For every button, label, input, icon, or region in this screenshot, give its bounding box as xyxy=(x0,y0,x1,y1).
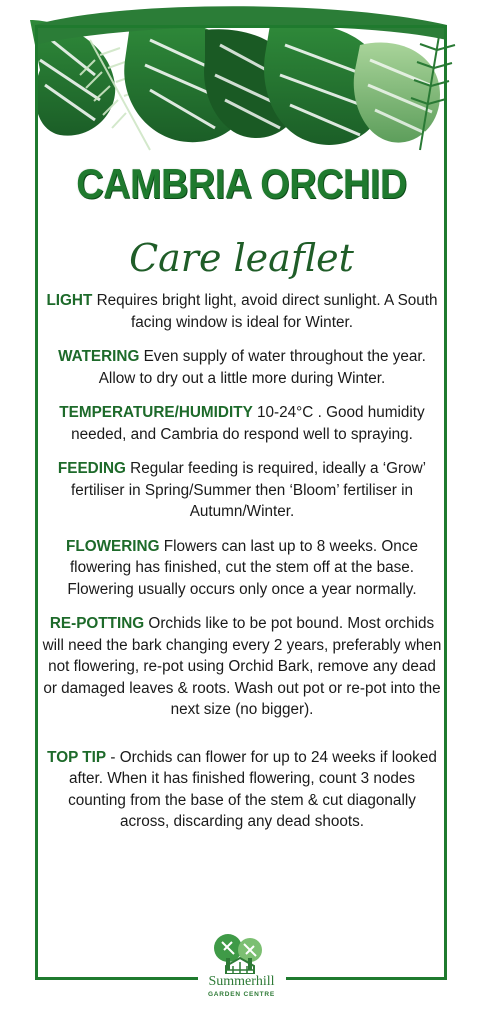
care-instructions xyxy=(42,290,442,846)
page-subtitle: Care leaflet xyxy=(129,236,354,280)
section-feeding xyxy=(42,458,442,523)
section-text: 10-24°C . Good humidity needed, and Cambria do respond well to spraying. xyxy=(71,404,425,443)
section-text: Regular feeding is required, ideally a ‘Grow’ fertiliser in Spring/Summer then ‘Bloom’ fertiliser in Autumn/Winter. xyxy=(70,460,427,520)
section-heading: RE-POTTING xyxy=(49,615,145,632)
section-text: Even supply of water throughout the year. Allow to dry out a little more during Winter. xyxy=(98,348,426,387)
section-flowering xyxy=(42,536,442,601)
section-heading: FEEDING xyxy=(57,460,126,477)
section-watering xyxy=(42,346,442,389)
section-heading: TOP TIP xyxy=(47,748,107,766)
brand-name: Summerhill xyxy=(208,974,275,989)
section-heading: FLOWERING xyxy=(66,537,160,555)
section-text: Requires bright light, avoid direct sunlight. A South facing window is ideal for Winter. xyxy=(92,292,438,331)
section-heading: LIGHT xyxy=(46,292,93,309)
section-temperature-humidity xyxy=(42,402,442,445)
section-heading: TEMPERATURE/HUMIDITY xyxy=(59,404,253,421)
section-text: Orchids like to be pot bound. Most orchids will need the bark changing every 2 years, preferably when not flowering, re-pot using Orchid Bark, remove any dead or damaged leaves & roots. Wash out pot or re-pot into the next size (no bigger). xyxy=(42,615,442,718)
page-title: CAMBRIA ORCHID xyxy=(76,160,407,207)
section-light xyxy=(42,290,442,333)
brand-tagline: GARDEN CENTRE xyxy=(207,991,276,998)
section-heading: WATERING xyxy=(58,348,140,365)
section-text: Flowers can last up to 8 weeks. Once flowering has finished, cut the stem off at the base. Flowering usually occurs only once a year normally. xyxy=(67,537,418,598)
section-top-tip xyxy=(42,747,442,833)
section-repotting xyxy=(42,613,442,721)
section-text: - Orchids can flower for up to 24 weeks if looked after. When it has finished flowering, count 3 nodes counting from the base of the stem & cut diagonally across, discarding any dead shoots. xyxy=(68,748,437,830)
